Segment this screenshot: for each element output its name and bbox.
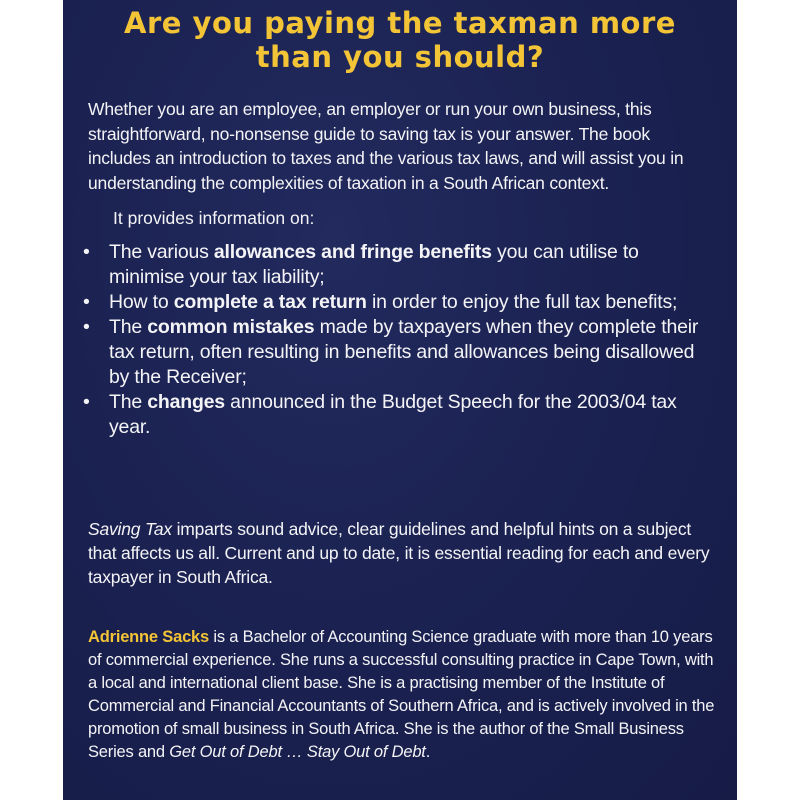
list-item [83, 290, 713, 315]
bullet-icon: • [83, 291, 90, 313]
author-name: Adrienne Sacks [88, 628, 210, 646]
list-item-text: in order to enjoy the full tax benefits; [366, 291, 678, 313]
author-bio-end: . [425, 743, 431, 761]
list-item-text: How to [109, 291, 174, 313]
headline-line-1: Are you paying the taxman more [124, 6, 676, 40]
book-title: Saving Tax [88, 519, 172, 539]
list-item-text: announced in the Budget Speech for the 2003/04 tax year. [109, 391, 677, 438]
list-item-text: The [109, 391, 148, 413]
back-cover [63, 0, 737, 800]
intro-paragraph: Whether you are an employee, an employer or run your own business, this straightforward, no-nonsense guide to saving tax is your answer. The book includes an introduction to taxes and the various tax laws, and will assist you in understanding the complexities of taxation in a South African context. [88, 99, 684, 193]
list-item-emphasis: changes [147, 391, 225, 413]
list-item-emphasis: complete a tax return [173, 291, 367, 313]
list-item-emphasis: common mistakes [147, 316, 315, 338]
author-bio [88, 626, 716, 764]
provides-label: It provides information on: [113, 208, 315, 228]
list-item [83, 315, 713, 390]
list-item-emphasis: allowances and fringe benefits [213, 241, 492, 263]
list-item-text: you can utilise to minimise your tax liability; [109, 241, 639, 288]
summary-paragraph [88, 517, 716, 589]
headline-line-2: than you should? [255, 40, 545, 74]
bullet-icon: • [83, 241, 90, 263]
other-book-title: Get Out of Debt … Stay Out of Debt [169, 743, 426, 761]
list-item-text: made by taxpayers when they complete their tax return, often resulting in benefits and allowances being disallowed by the Receiver; [109, 316, 699, 388]
intro-section [88, 97, 716, 195]
list-item [83, 390, 713, 440]
list-item-text: The [109, 316, 148, 338]
benefits-list [83, 240, 713, 440]
author-bio-text: is a Bachelor of Accounting Science graduate with more than 10 years of commercial experience. She runs a successful consulting practice in Cape Town, with a local and international client base. She is a practising member of the Institute of Commercial and Financial Accountants of Southern Africa, and is actively involved in the promotion of small business in South Africa. She is the author of the Small Business Series and [88, 628, 715, 761]
list-item [83, 240, 713, 290]
bullet-icon: • [83, 391, 90, 413]
headline [63, 6, 737, 74]
summary-text: imparts sound advice, clear guidelines and helpful hints on a subject that affects us all. Current and up to date, it is essential reading for each and every taxpayer in South Africa. [88, 519, 710, 587]
list-item-text: The various [109, 241, 214, 263]
bullet-icon: • [83, 316, 90, 338]
